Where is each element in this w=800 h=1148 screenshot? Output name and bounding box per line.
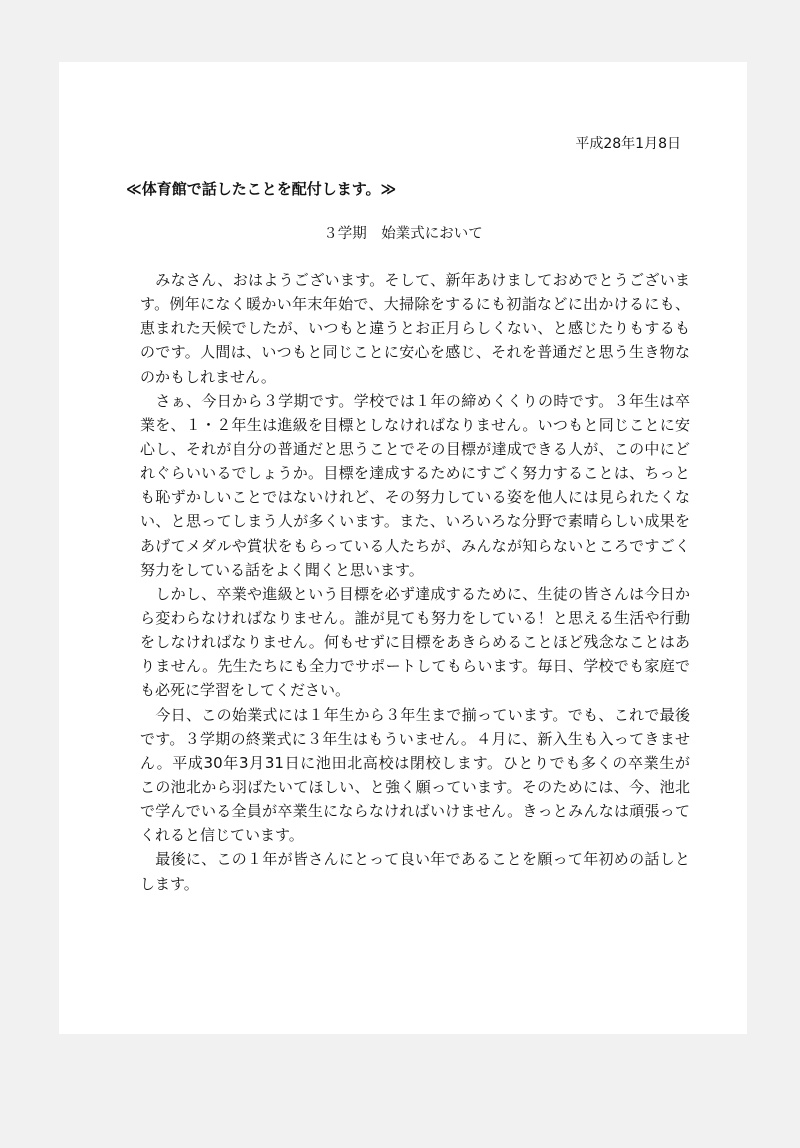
body-line: みなさん、おはようございます。そして、新年あけましておめでとうございま [140, 271, 690, 289]
body-line: で学んでいる全員が卒業生にならなければいけません。きっとみんなは頑張って [140, 802, 690, 821]
body-line: 今日、この始業式には１年生から３年生まで揃っています。でも、これで最後 [140, 705, 690, 724]
body-line: れぐらいいるでしょうか。目標を達成するためにすごく努力することは、ちっと [140, 464, 690, 483]
body-line: をしなければなりません。何もせずに目標をあきらめることほど残念なことはあ [140, 633, 690, 652]
body-line: 業を、１・２年生は進級を目標としなければなりません。いつもと同じことに安 [140, 415, 690, 434]
document-body [140, 268, 690, 896]
body-line: ん。平成30年3月31日に池田北高校は閉校します。ひとりでも多くの卒業生が [140, 753, 690, 772]
body-line: ら変わらなければなりません。誰が見ても努力をしている！と思える生活や行動 [140, 608, 690, 627]
body-line: です。３学期の終業式に３年生はもういません。４月に、新入生も入ってきませ [140, 729, 690, 748]
body-line: い、と思ってしまう人が多くいます。また、いろいろな分野で素晴らしい成果を [140, 512, 690, 531]
document-subtitle: ３学期 始業式において [323, 226, 483, 242]
body-line: しかし、卒業や進級という目標を必ず達成するために、生徒の皆さんは今日か [140, 584, 690, 603]
body-line: のかもしれません。 [140, 367, 276, 386]
body-line: します。 [140, 874, 199, 893]
body-line: も恥ずかしいことではないけれど、その努力している姿を他人には見られたくな [140, 488, 690, 507]
body-line: 最後に、この１年が皆さんにとって良い年であることを願って年初めの話しと [140, 850, 690, 869]
body-line: りません。先生たちにも全力でサポートしてもらいます。毎日、学校でも家庭で [140, 657, 690, 676]
body-line: 恵まれた天候でしたが、いつもと違うとお正月らしくない、と感じたりもするも [140, 319, 690, 338]
document-heading: ≪体育館で話したことを配付します。≫ [126, 180, 397, 198]
body-line: くれると信じています。 [140, 826, 304, 845]
body-line: のです。人間は、いつもと同じことに安心を感じ、それを普通だと思う生き物な [140, 343, 690, 362]
document-date: 平成28年1月8日 [575, 136, 681, 152]
body-line: す。例年になく暖かい年末年始で、大掃除をするにも初詣などに出かけるにも、 [140, 295, 690, 314]
body-line: も必死に学習をしてください。 [140, 681, 351, 700]
body-line: さぁ、今日から３学期です。学校では１年の締めくくりの時です。３年生は卒 [140, 391, 690, 410]
body-line: 努力をしている話をよく聞くと思います。 [140, 560, 424, 579]
body-line: あげてメダルや賞状をもらっている人たちが、みんなが知らないところですごく [140, 536, 690, 555]
body-line: この池北から羽ばたいてほしい、と強く願っています。そのためには、今、池北 [140, 777, 690, 796]
document-page [59, 62, 747, 1034]
body-line: 心し、それが自分の普通だと思うことでその目標が達成できる人が、この中にど [140, 439, 690, 458]
